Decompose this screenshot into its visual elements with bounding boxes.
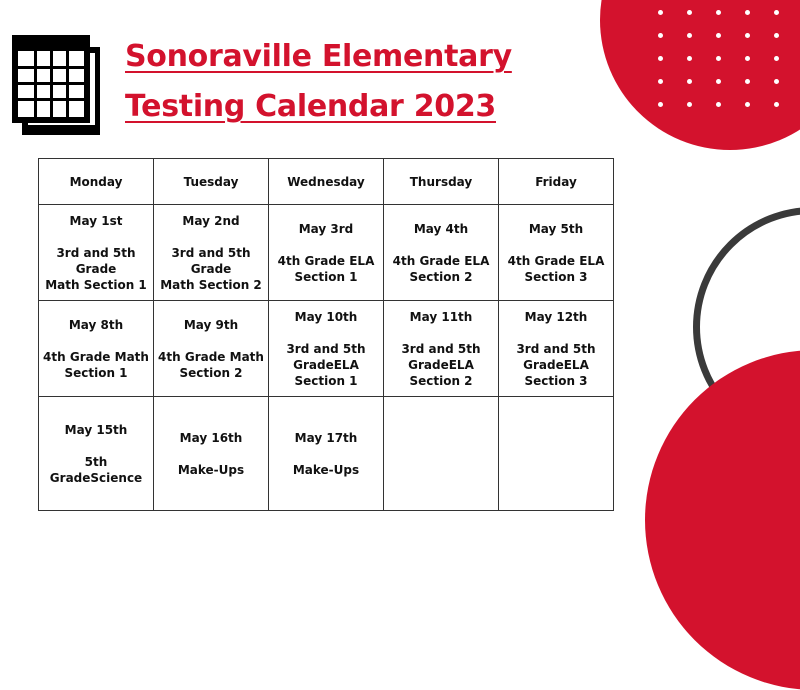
- decorative-dot: [716, 56, 721, 61]
- day-test: 3rd and 5th Grade Math Section 2: [160, 245, 262, 292]
- day-test: 5th GradeScience: [49, 454, 143, 485]
- decorative-dot: [716, 102, 721, 107]
- calendar-day-cell: [154, 301, 269, 397]
- day-test: 4th Grade Math Section 1: [43, 349, 149, 380]
- day-test: 4th Grade ELA Section 1: [277, 253, 375, 284]
- weekday-header: Wednesday: [269, 159, 384, 205]
- day-test: 3rd and 5th GradeELA Section 2: [401, 341, 481, 388]
- day-test: 3rd and 5th GradeELA Section 3: [516, 341, 596, 388]
- calendar-day-cell: [39, 397, 154, 511]
- day-date: May 10th: [294, 309, 358, 324]
- decorative-dot: [745, 33, 750, 38]
- calendar-day-cell: [154, 205, 269, 301]
- decorative-dot: [658, 102, 663, 107]
- decorative-dot: [658, 56, 663, 61]
- day-test: 3rd and 5th Grade Math Section 1: [45, 245, 147, 292]
- decorative-dot: [687, 102, 692, 107]
- decorative-dot: [716, 33, 721, 38]
- calendar-day-cell: [39, 301, 154, 397]
- title-line-2: Testing Calendar 2023: [125, 89, 496, 124]
- calendar-day-cell-empty: [499, 397, 614, 511]
- day-date: May 11th: [409, 309, 473, 324]
- day-test: Make-Ups: [177, 462, 245, 477]
- day-date: May 17th: [294, 430, 358, 445]
- day-date: May 8th: [68, 317, 124, 332]
- decorative-dot: [658, 10, 663, 15]
- day-date: May 16th: [179, 430, 243, 445]
- decorative-dot-grid: [650, 2, 800, 127]
- calendar-day-cell-empty: [384, 397, 499, 511]
- weekday-header-row: [39, 159, 614, 205]
- decorative-dot: [716, 10, 721, 15]
- decorative-dot: [774, 33, 779, 38]
- title-line-1: Sonoraville Elementary: [125, 39, 512, 74]
- decorative-dot: [658, 79, 663, 84]
- testing-calendar-table: [38, 158, 614, 511]
- page-title: [125, 32, 595, 132]
- day-date: May 9th: [183, 317, 239, 332]
- weekday-header: Monday: [39, 159, 154, 205]
- day-test: 4th Grade Math Section 2: [158, 349, 264, 380]
- calendar-day-cell: [269, 397, 384, 511]
- calendar-day-cell: [154, 397, 269, 511]
- decorative-dot: [774, 102, 779, 107]
- decorative-dot: [687, 33, 692, 38]
- calendar-week-row: [39, 205, 614, 301]
- decorative-dot: [716, 79, 721, 84]
- day-test: 4th Grade ELA Section 2: [392, 253, 490, 284]
- day-date: May 12th: [524, 309, 588, 324]
- decorative-dot: [774, 10, 779, 15]
- day-test: 4th Grade ELA Section 3: [507, 253, 605, 284]
- calendar-week-row: [39, 397, 614, 511]
- day-date: May 4th: [413, 221, 469, 236]
- decorative-dot: [774, 56, 779, 61]
- weekday-header: Tuesday: [154, 159, 269, 205]
- calendar-day-cell: [269, 205, 384, 301]
- decorative-dot: [687, 10, 692, 15]
- day-test: Make-Ups: [292, 462, 360, 477]
- decorative-dot: [687, 79, 692, 84]
- calendar-day-cell: [384, 301, 499, 397]
- weekday-header: Thursday: [384, 159, 499, 205]
- day-date: May 5th: [528, 221, 584, 236]
- decorative-dot: [658, 33, 663, 38]
- decorative-dot: [745, 10, 750, 15]
- decorative-dot: [745, 102, 750, 107]
- calendar-day-cell: [499, 205, 614, 301]
- day-test: 3rd and 5th GradeELA Section 1: [286, 341, 366, 388]
- day-date: May 1st: [69, 213, 123, 228]
- day-date: May 3rd: [298, 221, 354, 236]
- weekday-header: Friday: [499, 159, 614, 205]
- calendar-icon: [10, 33, 105, 138]
- day-date: May 2nd: [182, 213, 240, 228]
- decorative-dot: [745, 79, 750, 84]
- calendar-day-cell: [384, 205, 499, 301]
- calendar-week-row: [39, 301, 614, 397]
- decorative-dot: [774, 79, 779, 84]
- decorative-circle-bottom: [645, 350, 800, 690]
- calendar-day-cell: [39, 205, 154, 301]
- calendar-day-cell: [269, 301, 384, 397]
- calendar-day-cell: [499, 301, 614, 397]
- decorative-dot: [745, 56, 750, 61]
- day-date: May 15th: [64, 422, 128, 437]
- decorative-dot: [687, 56, 692, 61]
